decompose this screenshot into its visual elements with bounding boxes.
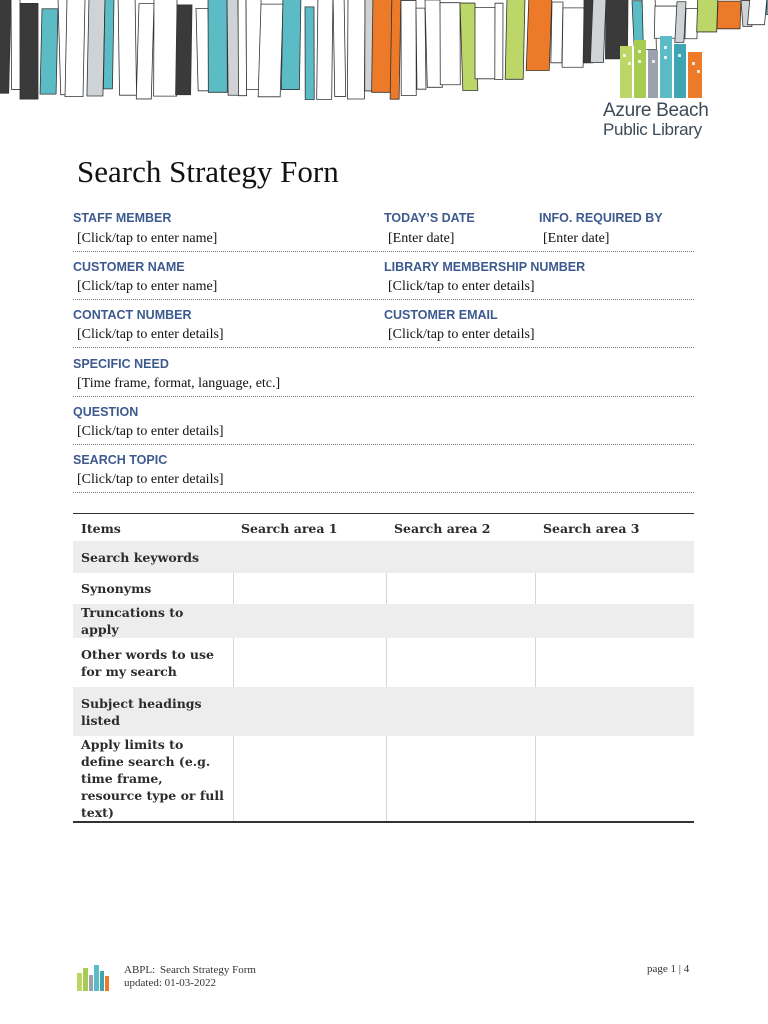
table-row — [73, 573, 694, 604]
table-header-row — [73, 514, 694, 542]
book-spine — [103, 0, 114, 89]
table-row — [73, 736, 694, 822]
field-divider — [73, 299, 694, 300]
table-row — [73, 541, 694, 573]
row-label: Apply limits to define search (e.g. time frame, resource type or full text) — [81, 737, 224, 820]
table-cell[interactable] — [233, 541, 386, 573]
search-topic-label: SEARCH TOPIC — [73, 453, 168, 467]
membership-number-field[interactable]: [Click/tap to enter details] — [388, 279, 535, 294]
book-spine — [40, 9, 58, 94]
row-label: Truncations to apply — [73, 604, 233, 638]
column-header: Search area 1 — [241, 521, 338, 536]
book-spine — [495, 3, 503, 79]
column-header: Search area 3 — [543, 521, 640, 536]
table-cell[interactable] — [386, 687, 535, 736]
book-spine — [87, 0, 105, 96]
table-cell[interactable] — [233, 687, 386, 736]
table-cell[interactable] — [233, 604, 386, 638]
book-spine — [258, 4, 283, 97]
table-cell[interactable] — [386, 541, 535, 573]
footer-page-number: page 1 | 4 — [647, 963, 690, 975]
field-divider — [73, 251, 694, 252]
book-spine — [347, 0, 365, 99]
search-topic-field[interactable]: [Click/tap to enter details] — [77, 472, 224, 487]
book-spine — [176, 5, 192, 95]
book-spine — [475, 8, 495, 79]
contact-number-field[interactable]: [Click/tap to enter details] — [77, 327, 224, 342]
book-spine — [208, 0, 227, 92]
row-label: Search keywords — [73, 541, 233, 573]
book-spine — [154, 0, 177, 96]
table-cell[interactable] — [535, 638, 694, 687]
row-label: Subject headings listed — [73, 687, 233, 736]
book-spine — [118, 0, 137, 95]
book-spine — [551, 2, 563, 63]
page-title: Search Strategy Forn — [77, 154, 339, 189]
table-cell[interactable] — [386, 736, 535, 822]
table-row — [73, 604, 694, 638]
info-required-by-label: INFO. REQUIRED BY — [539, 211, 663, 225]
table-cell[interactable] — [386, 573, 535, 604]
field-divider — [73, 347, 694, 348]
table-cell[interactable] — [535, 687, 694, 736]
todays-date-label: TODAY’S DATE — [384, 211, 475, 225]
row-label: Other words to use for my search — [81, 646, 214, 679]
membership-number-label: LIBRARY MEMBERSHIP NUMBER — [384, 260, 586, 274]
book-spine — [238, 0, 247, 96]
table-cell[interactable] — [386, 604, 535, 638]
contact-number-label: CONTACT NUMBER — [73, 308, 192, 322]
info-required-by-field[interactable]: [Enter date] — [543, 231, 610, 246]
search-strategy-table — [73, 513, 694, 823]
table-cell[interactable] — [535, 604, 694, 638]
table-cell[interactable] — [233, 573, 386, 604]
logo-name-line1: Azure Beach — [603, 100, 709, 121]
book-spine — [333, 0, 346, 96]
field-divider — [73, 444, 694, 445]
question-label: QUESTION — [73, 405, 139, 419]
book-spine — [416, 8, 426, 89]
footer-logo-icon — [76, 963, 110, 991]
table-cell[interactable] — [535, 573, 694, 604]
table-cell[interactable] — [535, 736, 694, 822]
book-spine — [281, 0, 301, 90]
staff-member-field[interactable]: [Click/tap to enter name] — [77, 231, 218, 246]
book-spine — [65, 0, 85, 97]
staff-member-label: STAFF MEMBER — [73, 211, 172, 225]
table-cell[interactable] — [386, 638, 535, 687]
book-spine — [136, 4, 154, 99]
specific-need-label: SPECIFIC NEED — [73, 357, 169, 371]
specific-need-field[interactable]: [Time frame, format, language, etc.] — [77, 376, 281, 391]
row-label: Synonyms — [81, 581, 152, 596]
table-cell[interactable] — [233, 736, 386, 822]
book-spine — [748, 0, 767, 25]
book-spine — [305, 7, 314, 100]
book-spine — [526, 0, 552, 70]
table-row — [73, 638, 694, 687]
column-header: Search area 2 — [394, 521, 491, 536]
book-spine — [20, 3, 38, 99]
book-spine — [372, 0, 392, 92]
book-spine — [390, 0, 401, 99]
book-spine — [317, 0, 333, 99]
question-field[interactable]: [Click/tap to enter details] — [77, 424, 224, 439]
book-spine — [11, 0, 21, 89]
logo-name-line2: Public Library — [603, 120, 702, 139]
book-spine — [697, 0, 718, 32]
table-cell[interactable] — [233, 638, 386, 687]
customer-email-field[interactable]: [Click/tap to enter details] — [388, 327, 535, 342]
footer-updated: updated: 01-03-2022 — [124, 977, 216, 989]
book-spine — [440, 3, 460, 85]
book-spine — [505, 0, 525, 79]
customer-name-label: CUSTOMER NAME — [73, 260, 185, 274]
table-cell[interactable] — [535, 541, 694, 573]
customer-email-label: CUSTOMER EMAIL — [384, 308, 498, 322]
column-header: Items — [81, 521, 121, 536]
todays-date-field[interactable]: [Enter date] — [388, 231, 455, 246]
field-divider — [73, 492, 694, 493]
field-divider — [73, 396, 694, 397]
book-spine — [562, 8, 584, 67]
book-spine — [401, 1, 416, 96]
table-row — [73, 687, 694, 736]
book-spine — [0, 0, 11, 93]
book-spine — [227, 0, 239, 95]
footer-org: ABPL: — [124, 964, 156, 976]
customer-name-field[interactable]: [Click/tap to enter name] — [77, 279, 218, 294]
footer-doc-name: Search Strategy Form — [160, 964, 256, 976]
book-spine — [717, 1, 741, 29]
